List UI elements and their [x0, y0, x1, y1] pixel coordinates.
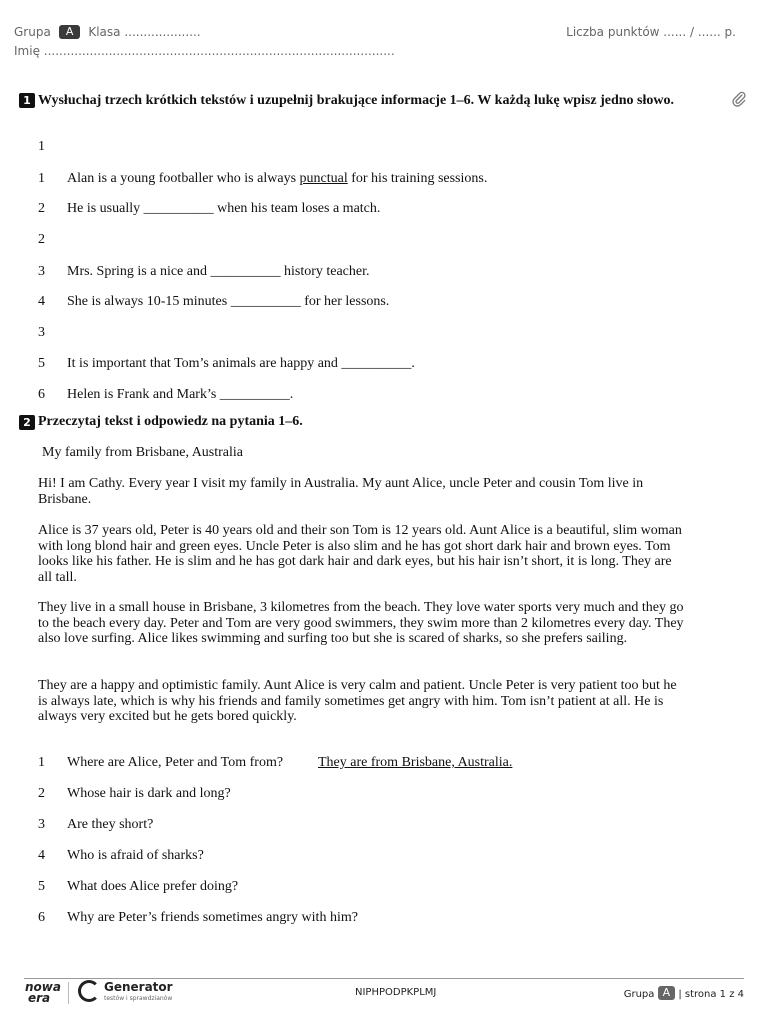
task-1-item-1: [67, 171, 487, 187]
task-1-item-num: 4: [38, 294, 45, 309]
paperclip-icon[interactable]: [732, 91, 746, 107]
reading-text-title: My family from Brisbane, Australia: [42, 445, 244, 460]
logo-word-nowa: nowa: [25, 980, 61, 994]
task-1-item-6: Helen is Frank and Mark’s __________.: [67, 387, 294, 402]
item-text-before: Alan is a young footballer who is always: [67, 171, 300, 186]
reading-paragraph: They live in a small house in Brisbane, 3 kilometres from the beach. They love water sports very much and they go to the beach every day. Peter and Tom are very good swimmers, they swim more than 2 kilometres every day. They also love surfing. Alice likes swimming and surfing too but she is scared of sharks, so she prefers sailing.: [38, 600, 684, 646]
task-1-item-num: 6: [38, 387, 45, 402]
points-label: Liczba punktów ...... / ...... p.: [566, 25, 736, 39]
question-5: What does Alice prefer doing?: [67, 879, 239, 894]
task-2-instruction: Przeczytaj tekst i odpowiedz na pytania 1–6.: [38, 414, 303, 429]
question-1-answer: They are from Brisbane, Australia.: [318, 755, 513, 770]
document-code: NIPHPODPKPLMJ: [355, 987, 437, 998]
task-1-item-num: 1: [38, 171, 45, 186]
footer-grupa-badge: A: [658, 986, 676, 1000]
task-1-item-2: He is usually __________ when his team loses a match.: [67, 201, 381, 216]
task-1-text-2-label: 2: [38, 232, 45, 247]
generator-title: Generator: [104, 980, 173, 994]
footer-page-info: [624, 986, 744, 1000]
question-number: 6: [38, 910, 45, 925]
question-4: Who is afraid of sharks?: [67, 848, 204, 863]
task-1-text-3-label: 3: [38, 325, 45, 340]
question-number: 3: [38, 817, 45, 832]
task-1-item-num: 3: [38, 264, 45, 279]
reading-paragraph: They are a happy and optimistic family. Aunt Alice is very calm and patient. Uncle Peter is very patient too but he is always late, which is why his friends and family sometimes get angry with him. Tom isn’t patient at all. He is always very excited but he gets bored quickly.: [38, 678, 677, 724]
task-1-item-3: Mrs. Spring is a nice and __________ history teacher.: [67, 264, 370, 279]
generator-subtitle: testów i sprawdzianów: [104, 995, 173, 1002]
question-3: Are they short?: [67, 817, 154, 832]
question-number: 2: [38, 786, 45, 801]
reading-paragraph: Hi! I am Cathy. Every year I visit my family in Australia. My aunt Alice, uncle Peter and cousin Tom live in Brisbane.: [38, 476, 644, 507]
question-number: 4: [38, 848, 45, 863]
klasa-label: Klasa ....................: [88, 25, 201, 39]
generator-logo-icon: [78, 980, 100, 1002]
task-1-badge: 1: [19, 93, 35, 108]
task-1-item-num: 2: [38, 201, 45, 216]
task-1-item-5: It is important that Tom’s animals are happy and __________.: [67, 356, 415, 371]
question-number: 5: [38, 879, 45, 894]
footer-divider: [24, 978, 744, 979]
logo-word-era: era: [28, 991, 51, 1005]
task-1-item-num: 5: [38, 356, 45, 371]
logo-separator: [68, 982, 69, 1004]
task-1-instruction: Wysłuchaj trzech krótkich tekstów i uzupełnij brakujące informacje 1–6. W każdą lukę wpisz jedno słowo.: [38, 93, 674, 108]
name-label: Imię ............................................................................................: [14, 44, 395, 58]
answer-underlined: punctual: [299, 171, 348, 186]
reading-paragraph: Alice is 37 years old, Peter is 40 years old and their son Tom is 12 years old. Aunt Alice is a beautiful, slim woman with long blond hair and green eyes. Uncle Peter is also slim and he has got short dark hair and brown eyes. Tom looks like his father. He is slim and he has got dark hair and dark eyes, but his hair isn’t short, it is long. They are all tall.: [38, 523, 682, 585]
item-text-after: for his training sessions.: [347, 171, 488, 186]
nowa-era-logo: [25, 982, 61, 1004]
question-2: Whose hair is dark and long?: [67, 786, 231, 801]
header-group-row: [14, 25, 201, 39]
question-1: Where are Alice, Peter and Tom from?: [67, 755, 284, 770]
question-6: Why are Peter’s friends sometimes angry with him?: [67, 910, 358, 925]
grupa-label: Grupa: [14, 25, 51, 39]
task-1-item-4: She is always 10-15 minutes __________ for her lessons.: [67, 294, 390, 309]
page-indicator: | strona 1 z 4: [678, 989, 744, 1000]
footer-grupa-label: Grupa: [623, 989, 655, 1000]
grupa-badge: A: [59, 25, 81, 39]
task-1-text-1-label: 1: [38, 139, 45, 154]
question-number: 1: [38, 755, 45, 770]
task-2-badge: 2: [19, 415, 35, 430]
